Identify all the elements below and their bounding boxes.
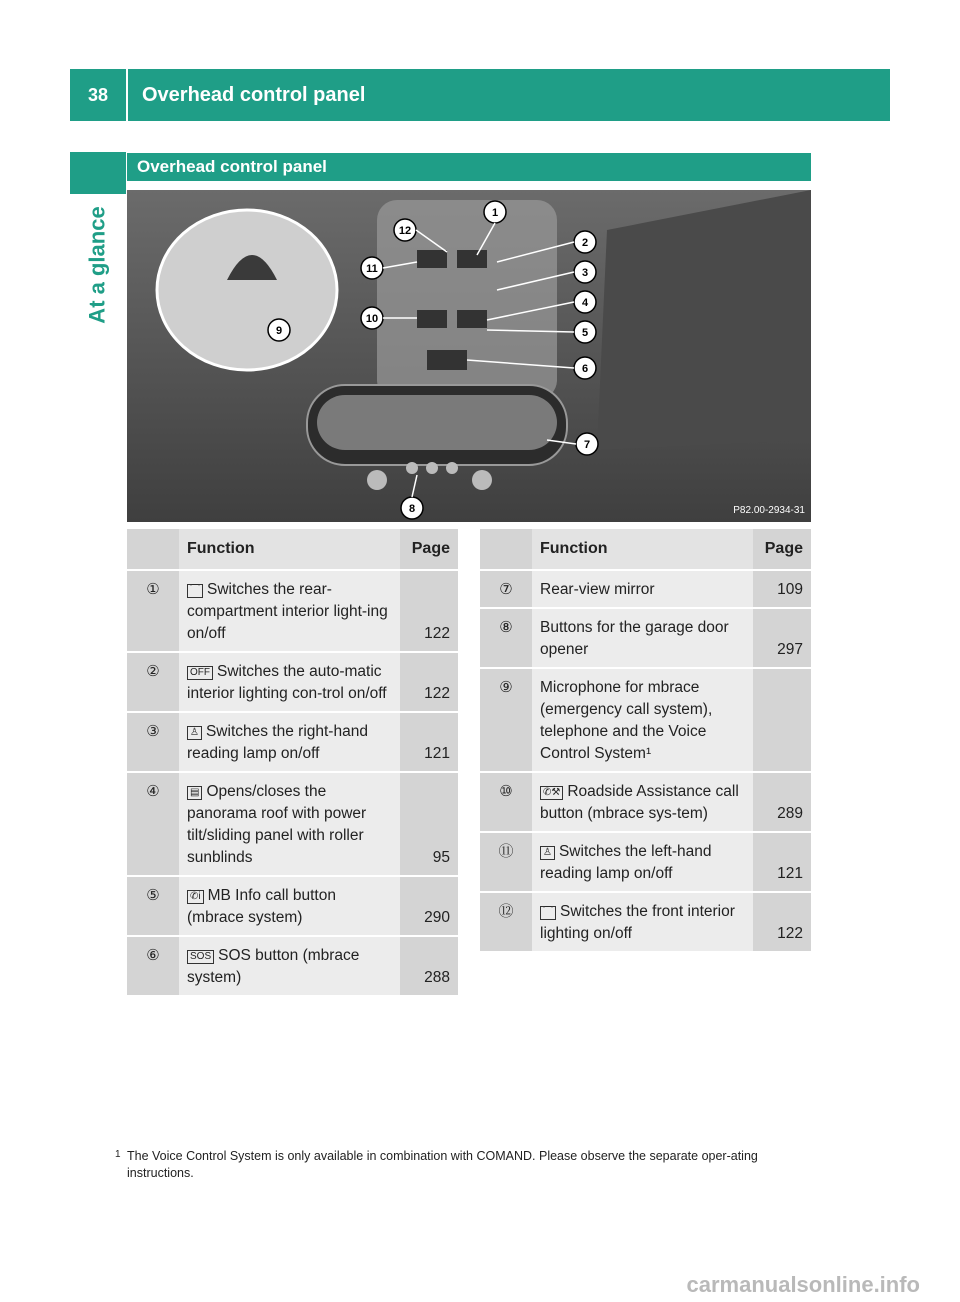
callout-4: 4	[581, 297, 589, 309]
table-row	[127, 570, 458, 652]
item-number: ②	[127, 652, 179, 712]
function-text: Switches the right-hand reading lamp on/off	[187, 723, 368, 762]
table-row	[127, 712, 458, 772]
page-ref: 288	[400, 936, 458, 995]
side-marker	[70, 152, 126, 194]
item-number: ⑫	[480, 892, 532, 951]
col-header-page: Page	[400, 529, 458, 570]
page-ref: 122	[400, 570, 458, 652]
item-number: ⑪	[480, 832, 532, 892]
table-row	[127, 772, 458, 876]
function-text: Buttons for the garage door opener	[532, 608, 753, 668]
sos-icon: SOS	[187, 950, 214, 964]
callout-10: 10	[365, 313, 379, 325]
col-header-function: Function	[532, 529, 753, 570]
front-light-icon: ⌒	[540, 906, 556, 920]
footnote-mark: 1	[115, 1149, 121, 1160]
footnote-text: The Voice Control System is only available in combination with COMAND. Please observe the separate oper-ating instructions.	[127, 1149, 758, 1180]
reading-lamp-icon: ♙	[187, 726, 202, 740]
function-cell	[532, 772, 753, 832]
function-cell	[179, 936, 400, 995]
function-table-left	[127, 529, 458, 995]
table-row	[480, 570, 811, 608]
page-ref	[753, 668, 811, 772]
figure-code: P82.00-2934-31	[733, 505, 805, 516]
item-number: ③	[127, 712, 179, 772]
page-number: 38	[87, 84, 109, 105]
callout-12: 12	[398, 225, 412, 237]
table-row	[480, 668, 811, 772]
table-row	[127, 936, 458, 995]
item-number: ⑦	[480, 570, 532, 608]
function-text: Switches the auto-matic interior lighting con-trol on/off	[187, 663, 387, 702]
item-number: ⑩	[480, 772, 532, 832]
function-text: Switches the left-hand reading lamp on/off	[540, 843, 712, 882]
table-row	[127, 652, 458, 712]
side-tab	[82, 200, 114, 330]
col-header-num	[480, 529, 532, 570]
item-number: ⑤	[127, 876, 179, 936]
function-cell	[179, 652, 400, 712]
auto-light-icon: OFF	[187, 666, 213, 680]
page-ref: 297	[753, 608, 811, 668]
page-ref: 290	[400, 876, 458, 936]
item-number: ⑨	[480, 668, 532, 772]
panorama-roof-icon: ▤	[187, 786, 202, 800]
page-ref: 289	[753, 772, 811, 832]
function-text: Roadside Assistance call button (mbrace sys-tem)	[540, 783, 739, 822]
item-number: ⑧	[480, 608, 532, 668]
callout-5: 5	[581, 327, 589, 339]
reading-lamp-icon: ♙	[540, 846, 555, 860]
function-cell	[179, 712, 400, 772]
callout-9: 9	[275, 325, 283, 337]
callout-11: 11	[366, 263, 378, 275]
function-text: Rear-view mirror	[532, 570, 753, 608]
page-ref: 122	[753, 892, 811, 951]
function-cell	[179, 772, 400, 876]
callout-7: 7	[583, 439, 591, 451]
overhead-panel-figure	[127, 190, 811, 522]
page-ref: 109	[753, 570, 811, 608]
col-header-function: Function	[179, 529, 400, 570]
function-cell	[532, 892, 753, 951]
item-number: ④	[127, 772, 179, 876]
callout-3: 3	[581, 267, 589, 279]
function-cell	[179, 876, 400, 936]
function-cell	[532, 832, 753, 892]
function-text: MB Info call button (mbrace system)	[187, 887, 336, 926]
page-header	[70, 69, 890, 121]
watermark: carmanualsonline.info	[686, 1272, 920, 1297]
table-row	[480, 772, 811, 832]
section-title: Overhead control panel	[127, 153, 811, 181]
callout-2: 2	[581, 237, 589, 249]
roadside-icon: ✆⚒	[540, 786, 563, 800]
function-text: Switches the front interior lighting on/off	[540, 903, 735, 942]
function-cell	[179, 570, 400, 652]
table-row	[480, 832, 811, 892]
function-text: Switches the rear-compartment interior light-ing on/off	[187, 581, 388, 642]
function-text: Opens/closes the panorama roof with power tilt/sliding panel with roller sunblinds	[187, 783, 367, 866]
callout-6: 6	[581, 363, 589, 375]
item-number: ①	[127, 570, 179, 652]
callout-8: 8	[408, 503, 416, 515]
page-ref: 121	[400, 712, 458, 772]
callout-1: 1	[491, 207, 499, 219]
page-ref: 95	[400, 772, 458, 876]
info-call-icon: ✆i	[187, 890, 204, 904]
page-ref: 121	[753, 832, 811, 892]
function-text: Microphone for mbrace (emergency call system), telephone and the Voice Control System¹	[532, 668, 753, 772]
col-header-num	[127, 529, 179, 570]
table-row	[480, 608, 811, 668]
function-table-right	[480, 529, 811, 951]
side-tab-label: At a glance	[85, 206, 110, 324]
table-row	[127, 876, 458, 936]
item-number: ⑥	[127, 936, 179, 995]
rear-light-icon: ⌒	[187, 584, 203, 598]
function-text: SOS button (mbrace system)	[187, 947, 360, 986]
footnote	[115, 1148, 813, 1182]
page-ref: 122	[400, 652, 458, 712]
header-title: Overhead control panel	[142, 83, 366, 106]
table-row	[480, 892, 811, 951]
col-header-page: Page	[753, 529, 811, 570]
